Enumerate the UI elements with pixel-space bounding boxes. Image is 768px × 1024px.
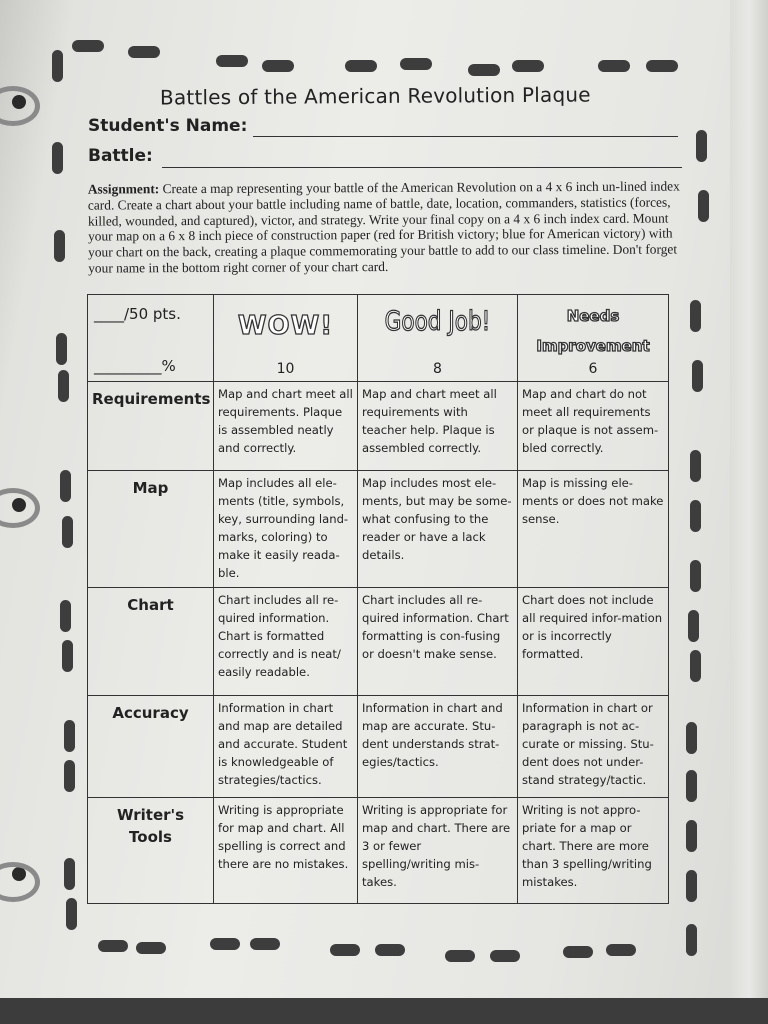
needs-bubble-text: Needs — [566, 307, 620, 325]
battle-line[interactable] — [162, 167, 682, 168]
rubric-cell: Writing is appropriate for map and chart. All spelling is correct and there are no mistakes. — [214, 798, 358, 904]
border-dash — [690, 650, 701, 682]
criterion-label: Chart — [88, 588, 214, 696]
border-dash — [262, 60, 294, 72]
rubric-row-accuracy — [88, 696, 669, 798]
border-dash — [56, 333, 67, 365]
student-name-label: Student's Name: — [88, 116, 248, 136]
border-dash — [64, 858, 75, 890]
rubric-cell: Map includes all ele-ments (title, symbols, key, surrounding land-marks, coloring) to make it easily reada-ble. — [214, 471, 358, 588]
border-dash — [52, 142, 63, 174]
rubric-cell: Information in chart and map are accurate. Stu-dent understands strat-egies/tactics. — [358, 696, 518, 798]
border-dash — [646, 60, 678, 72]
border-dash — [210, 938, 240, 950]
border-dash — [692, 360, 703, 392]
border-dash — [345, 60, 377, 72]
border-dash — [128, 46, 160, 58]
rubric-cell: Chart includes all re-quired information. Chart is formatted correctly and is neat/ easily readable. — [214, 588, 358, 696]
rubric-cell: Chart includes all re-quired information. Chart formatting is con-fusing or doesn't make sense. — [358, 588, 518, 696]
border-dash — [686, 924, 697, 956]
border-dash — [512, 60, 544, 72]
level-score: 8 — [433, 361, 442, 377]
battle-label: Battle: — [88, 146, 153, 166]
rubric-row-writers-tools — [88, 798, 669, 904]
assignment-text: Create a map representing your battle of the American Revolution on a 4 x 6 inch un-lined index card. Create a chart about your battle including name of battle, date, location, commanders, statistics (forces, killed, wounded, and captured), victor, and strategy. Write your final copy on a 4 x 6 inch index card. Mount your map on a 6 x 8 inch piece of construction paper (red for British victory; blue for American victory) with your chart on the back, creating a plaque commemorating your battle to add to our class timeline. Don't forget your name in the bottom right corner of your chart card. — [87, 178, 680, 276]
border-dash — [400, 58, 432, 70]
border-dash — [64, 720, 75, 752]
page-stack-edge — [730, 0, 768, 1024]
student-name-line[interactable] — [253, 136, 678, 137]
border-dash — [698, 190, 709, 222]
border-dash — [54, 230, 65, 262]
border-dash — [216, 55, 248, 67]
rubric-row-map — [88, 471, 669, 588]
border-dash — [375, 944, 405, 956]
rubric-cell: Chart does not include all required infor-mation or is incorrectly formatted. — [518, 588, 669, 696]
rubric-table — [87, 294, 669, 904]
wow-bubble-text: WOW! — [237, 311, 334, 341]
border-dash — [686, 870, 697, 902]
border-dash — [66, 898, 77, 930]
assignment-label: Assignment: — [87, 181, 160, 197]
border-dash — [250, 938, 280, 950]
border-dash — [468, 64, 500, 76]
border-dash — [60, 600, 71, 632]
border-dash — [690, 560, 701, 592]
level-good-job-header — [358, 295, 518, 382]
border-dash — [688, 610, 699, 642]
points-blank[interactable]: ____/50 pts. — [94, 305, 181, 323]
binder-ring-middle — [0, 488, 40, 528]
rubric-cell: Map includes most ele-ments, but may be some-what confusing to the reader or have a lack details. — [358, 471, 518, 588]
border-dash — [686, 770, 697, 802]
rubric-cell: Map and chart do not meet all requirements or plaque is not assem-bled correctly. — [518, 382, 669, 471]
border-dash — [490, 950, 520, 962]
border-dash — [563, 946, 593, 958]
percent-blank[interactable]: _________% — [94, 357, 176, 375]
border-dash — [696, 130, 707, 162]
assignment-instructions — [88, 178, 688, 276]
border-dash — [606, 944, 636, 956]
criterion-label: Requirements — [88, 382, 214, 471]
border-dash — [598, 60, 630, 72]
border-dash — [52, 50, 63, 82]
border-dash — [330, 944, 360, 956]
border-dash — [686, 820, 697, 852]
good-job-bubble-text: Good Job! — [384, 306, 491, 337]
border-dash — [690, 450, 701, 482]
border-dash — [62, 640, 73, 672]
level-score: 10 — [276, 361, 295, 377]
level-wow-header — [214, 295, 358, 382]
score-cell — [88, 295, 214, 382]
border-dash — [690, 500, 701, 532]
rubric-row-chart — [88, 588, 669, 696]
level-score: 6 — [588, 361, 598, 377]
border-dash — [98, 940, 128, 952]
desk-surface — [0, 998, 768, 1024]
rubric-cell: Writing is appropriate for map and chart. There are 3 or fewer spelling/writing mis-takes. — [358, 798, 518, 904]
level-needs-improvement-header — [518, 295, 669, 382]
page-title: Battles of the American Revolution Plaque — [159, 82, 591, 110]
border-dash — [136, 942, 166, 954]
rubric-row-requirements — [88, 382, 669, 471]
rubric-cell: Map is missing ele-ments or does not make sense. — [518, 471, 669, 588]
improvement-bubble-text: Improvement — [536, 337, 650, 355]
criterion-line: Tools — [129, 828, 172, 846]
border-dash — [72, 40, 104, 52]
border-dash — [60, 470, 71, 502]
border-dash — [64, 760, 75, 792]
criterion-label — [88, 798, 214, 904]
border-dash — [62, 516, 73, 548]
criterion-label: Accuracy — [88, 696, 214, 798]
rubric-cell: Information in chart and map are detailed and accurate. Student is knowledgeable of strategies/tactics. — [214, 696, 358, 798]
rubric-cell: Map and chart meet all requirements with teacher help. Plaque is assembled correctly. — [358, 382, 518, 471]
binder-ring-top — [0, 86, 40, 126]
border-dash — [58, 370, 69, 402]
rubric-cell: Writing is not appro-priate for a map or chart. There are more than 3 spelling/writing mistakes. — [518, 798, 669, 904]
border-dash — [690, 300, 701, 332]
border-dash — [686, 722, 697, 754]
criterion-label: Map — [88, 471, 214, 588]
rubric-cell: Map and chart meet all requirements. Plaque is assembled neatly and correctly. — [214, 382, 358, 471]
criterion-line: Writer's — [116, 806, 185, 824]
rubric-header-row — [88, 295, 669, 382]
rubric-cell: Information in chart or paragraph is not ac-curate or missing. Stu-dent does not under-stand strategy/tactic. — [518, 696, 669, 798]
binder-ring-bottom — [0, 862, 40, 902]
border-dash — [445, 950, 475, 962]
